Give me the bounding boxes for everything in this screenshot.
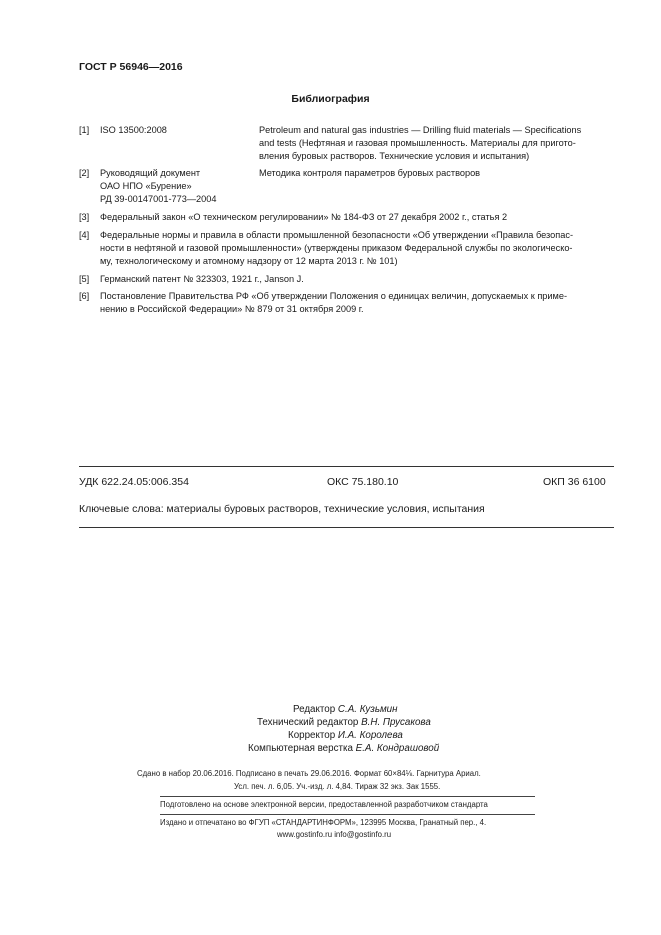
entry-text <box>100 211 616 224</box>
entry-number: [6] <box>79 291 90 301</box>
divider <box>160 814 535 815</box>
entry-number: [3] <box>79 212 90 222</box>
ref-line: ОАО НПО «Бурение» <box>100 181 192 191</box>
credit-role: Технический редактор <box>257 717 359 728</box>
text-line: Федеральные нормы и правила в области промышленной безопасности «Об утверждении «Правила безопас- <box>100 230 573 240</box>
desc-line: Petroleum and natural gas industries — Drilling fluid materials — Specifications <box>259 125 582 135</box>
udk-code: УДК 622.24.05:006.354 <box>79 476 189 488</box>
ref-line: Руководящий документ <box>100 168 201 178</box>
standard-header: ГОСТ Р 56946—2016 <box>79 61 183 73</box>
text-line: Германский патент № 323303, 1921 г., Janson J. <box>100 274 304 284</box>
imprint-line: Усл. печ. л. 6,05. Уч.-изд. л. 4,84. Тираж 32 экз. Зак 1555. <box>234 782 441 791</box>
credit-role: Корректор <box>288 730 336 741</box>
entry-number: [2] <box>79 168 90 178</box>
text-line: Постановление Правительства РФ «Об утверждении Положения о единицах величин, допускаемых к приме- <box>100 291 568 301</box>
text-line: му, технологическому и атомному надзору от 12 марта 2013 г. № 101) <box>100 256 398 266</box>
okp-code: ОКП 36 6100 <box>543 476 606 488</box>
entry-reference <box>100 167 216 206</box>
entry-number: [1] <box>79 125 90 135</box>
credit-role: Редактор <box>293 704 336 715</box>
imprint-line: Подготовлено на основе электронной версии, предоставленной разработчиком стандарта <box>160 800 488 809</box>
entry-description <box>259 124 616 163</box>
divider <box>160 796 535 797</box>
entry-text <box>100 229 616 268</box>
entry-text <box>100 273 616 286</box>
desc-line: and tests (Нефтяная и газовая промышленность. Материалы для пригото- <box>259 138 576 148</box>
desc-line: вления буровых растворов. Технические условия и испытания) <box>259 151 530 161</box>
text-line: ности в нефтяной и газовой промышленности» (утверждены приказом Федеральной службы по экологическо- <box>100 243 573 253</box>
imprint-line: Сдано в набор 20.06.2016. Подписано в печать 29.06.2016. Формат 60×84⅛. Гарнитура Ариал. <box>137 769 481 778</box>
entry-number: [5] <box>79 274 90 284</box>
ref-line: РД 39-00147001-773—2004 <box>100 194 217 204</box>
bibliography-title: Библиография <box>291 93 370 105</box>
entry-description: Методика контроля параметров буровых растворов <box>259 168 481 178</box>
credit-role: Компьютерная верстка <box>248 743 353 754</box>
keywords: Ключевые слова: материалы буровых растворов, технические условия, испытания <box>79 503 485 515</box>
oks-code: ОКС 75.180.10 <box>327 476 399 488</box>
divider <box>79 466 614 467</box>
text-line: нению в Российской Федерации» № 879 от 31 октября 2009 г. <box>100 304 364 314</box>
entry-text <box>100 290 616 316</box>
imprint-line: Издано и отпечатано во ФГУП «СТАНДАРТИНФОРМ», 123995 Москва, Гранатный пер., 4. <box>160 818 487 827</box>
credit-layout <box>248 741 439 756</box>
entry-number: [4] <box>79 230 90 240</box>
text-line: Федеральный закон «О техническом регулировании» № 184-ФЗ от 27 декабря 2002 г., статья 2 <box>100 212 508 222</box>
divider <box>79 527 614 528</box>
credit-name: С.А. Кузьмин <box>337 704 398 715</box>
entry-reference: ISO 13500:2008 <box>100 125 167 135</box>
credit-name: И.А. Королева <box>337 730 403 741</box>
credit-name: В.Н. Прусакова <box>361 717 431 728</box>
imprint-contacts: www.gostinfo.ru info@gostinfo.ru <box>277 830 392 839</box>
credit-name: Е.А. Кондрашовой <box>355 743 440 754</box>
